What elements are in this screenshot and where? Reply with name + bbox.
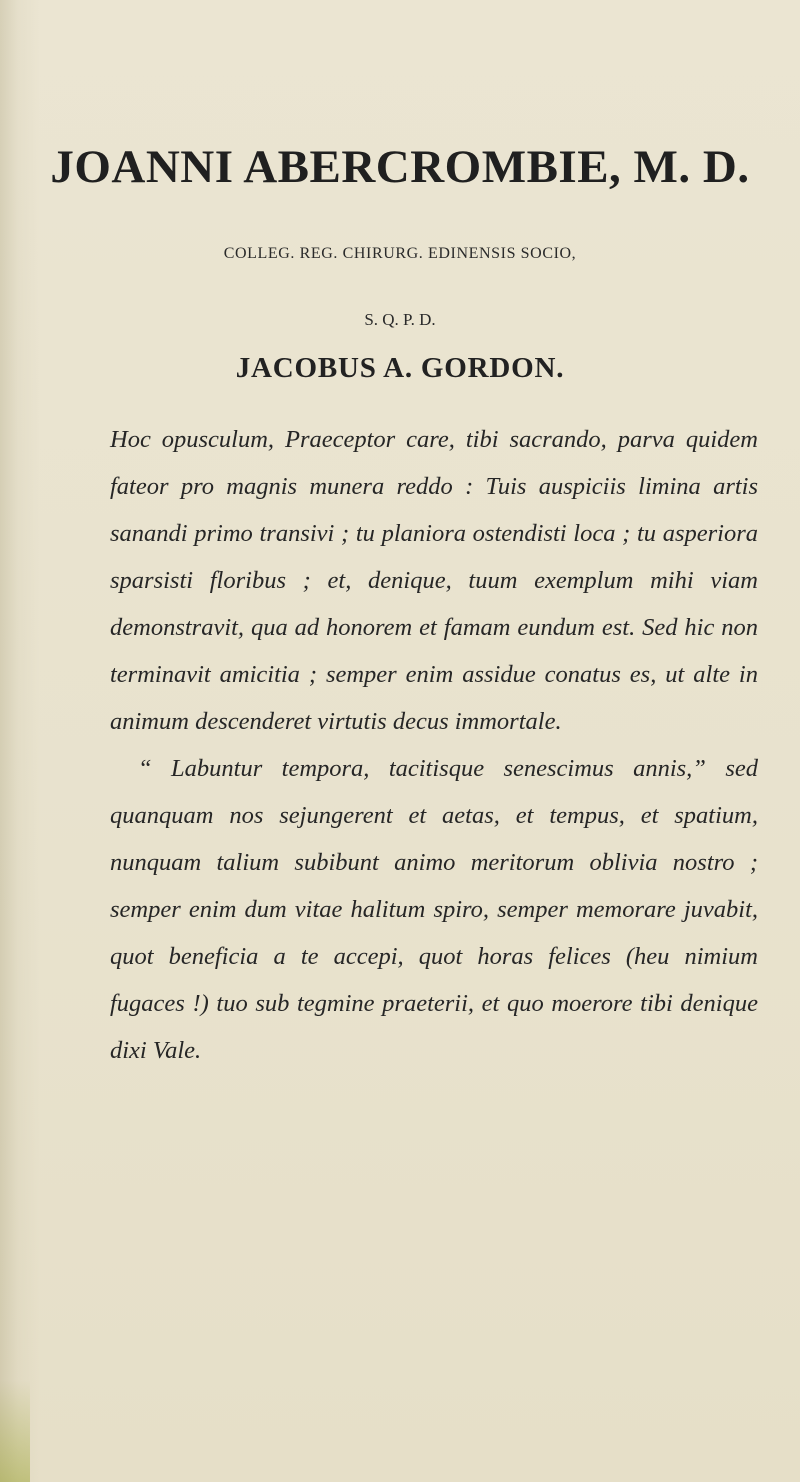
dedication-subtitle: COLLEG. REG. CHIRURG. EDINENSIS SOCIO, — [223, 245, 577, 262]
dedication-title: JOANNI ABERCROMBIE, M. D. — [50, 141, 750, 193]
dedication-body — [110, 416, 758, 1074]
page-edge-shadow — [0, 1380, 30, 1482]
author-name: JACOBUS A. GORDON. — [235, 352, 565, 384]
paragraph-1: Hoc opusculum, Praeceptor care, tibi sacrando, parva quidem fateor pro magnis munera reddo : Tuis auspiciis limina artis sanandi primo transivi ; tu planiora ostendisti loca ; tu asperiora sparsisti floribus ; et, denique, tuum exemplum mihi viam demonstravit, qua ad honorem et famam eundum est. Sed hic non terminavit amicitia ; semper enim assidue conatus es, ut alte in animum descenderet virtutis decus immortale. — [110, 426, 758, 735]
greeting-abbreviation: S. Q. P. D. — [364, 310, 436, 329]
paragraph-2: “ Labuntur tempora, tacitisque senescimus annis,” sed quanquam nos sejungerent et aetas, et tempus, et spatium, nunquam talium subibunt animo meritorum oblivia nostro ; semper enim dum vitae halitum spiro, semper memorare juvabit, quot beneficia a te accepi, quot horas felices (heu nimium fugaces !) tuo sub tegmine praeterii, et quo moerore tibi denique dixi Vale. — [110, 755, 758, 1064]
